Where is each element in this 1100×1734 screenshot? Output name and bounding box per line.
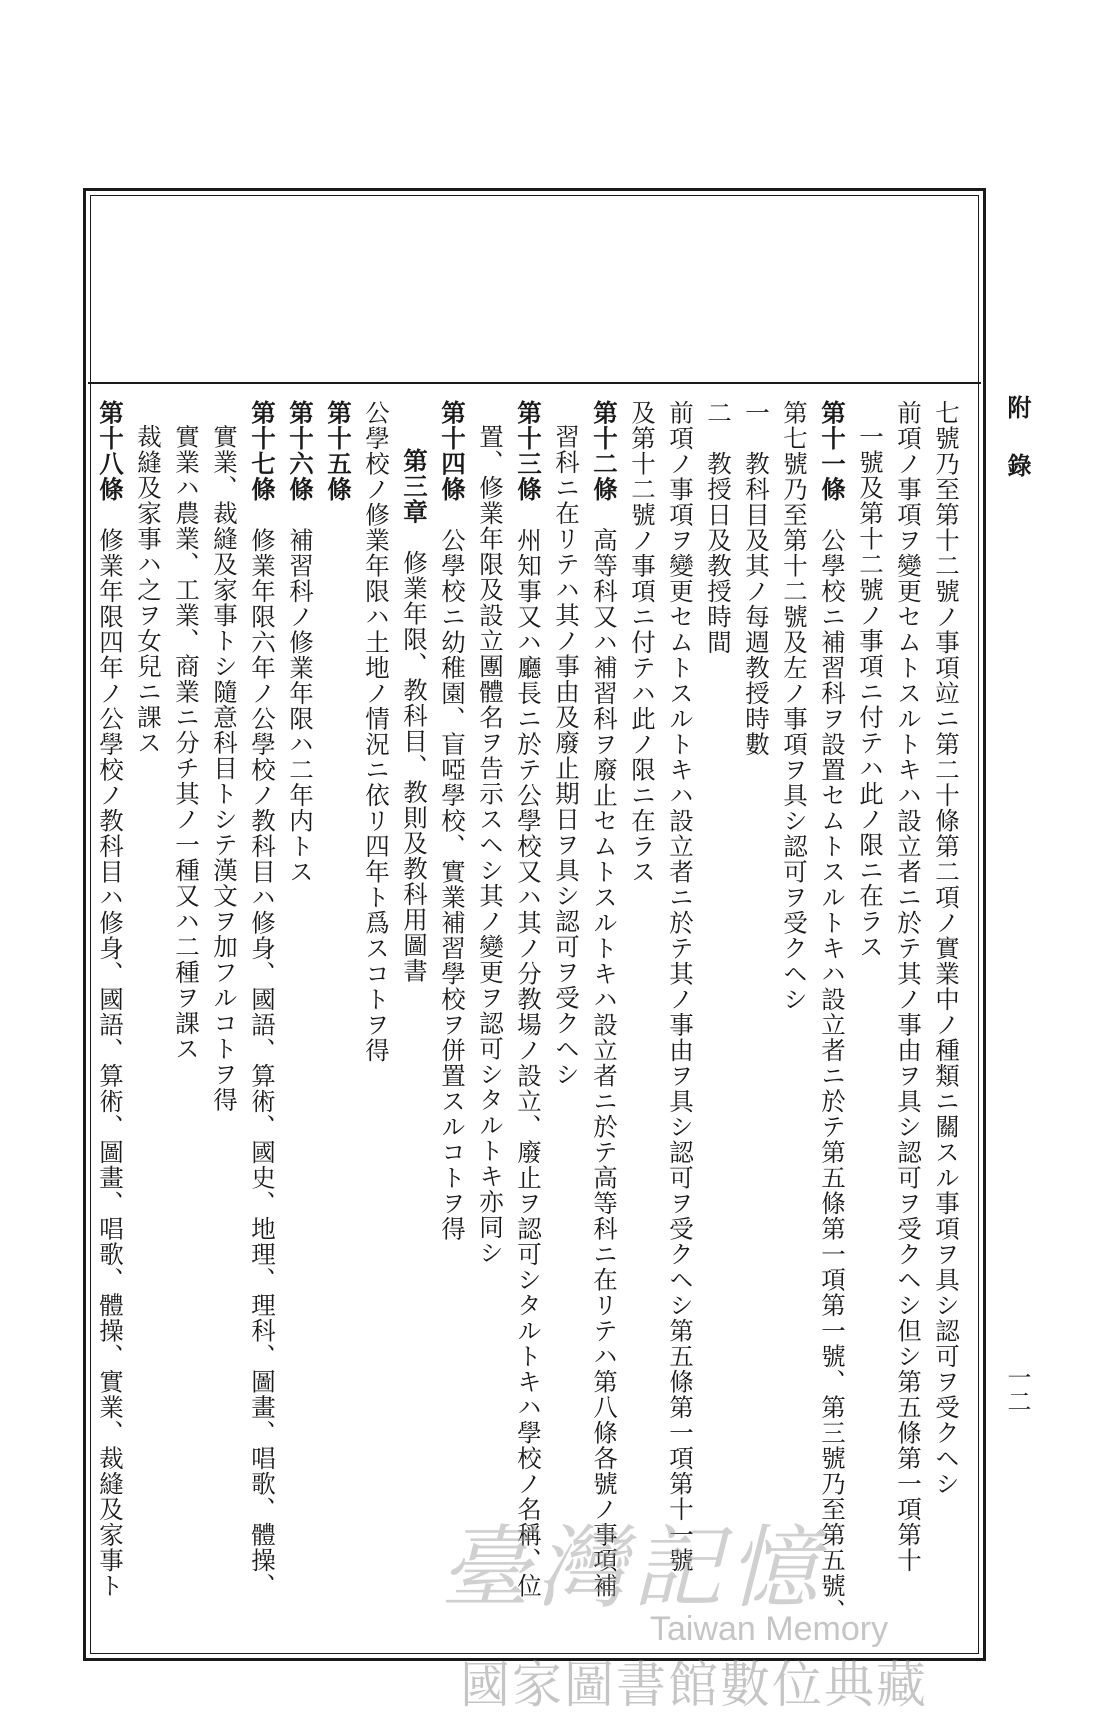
line-text: 及第十二號ノ事項ニ付テハ此ノ限ニ在ラス <box>628 400 657 885</box>
article-number: 第十一條 <box>818 400 847 502</box>
line-text: 置、修業年限及設立團體名ヲ告示スヘシ其ノ變更ヲ認可シタルトキ亦同シ <box>476 424 505 1266</box>
text-line <box>927 400 965 1650</box>
running-head: 附錄 <box>1003 395 1032 511</box>
line-text: 高等科又ハ補習科ヲ廢止セムトスルトキハ設立者ニ於テ高等科ニ在リテハ第八條各號ノ事項補 <box>590 527 619 1599</box>
text-line <box>813 400 851 1650</box>
text-line <box>889 400 927 1650</box>
article-number: 第十六條 <box>286 400 315 502</box>
line-text: 第七號乃至第十二號及左ノ事項ヲ具シ認可ヲ受クヘシ <box>780 400 809 1012</box>
text-line <box>851 400 889 1650</box>
chapter-heading: 第三章 <box>400 448 429 525</box>
text-line <box>205 400 243 1650</box>
text-line <box>623 400 661 1650</box>
line-text: 裁縫及家事ハ之ヲ女兒ニ課ス <box>134 424 163 756</box>
line-text: 公學校ニ補習科ヲ設置セムトスルトキハ設立者ニ於テ第五條第一項第一號、第三號乃至第五號、 <box>818 527 847 1624</box>
line-text: 前項ノ事項ヲ變更セムトスルトキハ設立者ニ於テ其ノ事由ヲ具シ認可ヲ受クヘシ但シ第五條第一項第十 <box>894 400 923 1573</box>
line-text: 習科ニ在リテハ其ノ事由及廢止期日ヲ具シ認可ヲ受クヘシ <box>552 424 581 1087</box>
article-number: 第十三條 <box>514 400 543 502</box>
article-number: 第十四條 <box>438 400 467 502</box>
text-line <box>661 400 699 1650</box>
line-text: 實業ハ農業、工業、商業ニ分チ其ノ一種又ハ二種ヲ課ス <box>172 424 201 1062</box>
text-line <box>95 400 129 1650</box>
watermark-english: Taiwan Memory <box>650 1610 889 1648</box>
line-text: 修業年限四年ノ公學校ノ教科目ハ修身、國語、算術、圖畫、唱歌、體操、實業、裁縫及家事ト <box>96 527 125 1599</box>
text-line <box>585 400 623 1650</box>
text-line <box>547 400 585 1650</box>
page-number: 一二 <box>1003 1365 1031 1413</box>
text-line <box>775 400 813 1650</box>
text-line <box>509 400 547 1650</box>
text-line <box>737 400 775 1650</box>
document-body <box>95 400 965 1650</box>
text-line <box>357 400 395 1650</box>
watermark-subtitle: 國家圖書館數位典藏 <box>460 1656 928 1714</box>
text-line <box>699 400 737 1650</box>
text-line <box>243 400 281 1650</box>
text-line <box>395 400 433 1650</box>
article-number: 第十二條 <box>590 400 619 502</box>
line-text: 修業年限、教科目、教則及教科用圖書 <box>400 550 429 984</box>
text-line <box>167 400 205 1650</box>
article-number: 第十五條 <box>324 400 353 502</box>
text-line <box>319 400 357 1650</box>
watermark-title: 臺灣記憶 <box>440 1516 824 1621</box>
line-text: 七號乃至第十二號ノ事項竝ニ第二十條第二項ノ實業中ノ種類ニ關スル事項ヲ具シ認可ヲ受クヘシ <box>932 400 961 1497</box>
line-text: 一號及第十二號ノ事項ニ付テハ此ノ限ニ在ラス <box>856 424 885 960</box>
line-text: 公學校ノ修業年限ハ土地ノ情況ニ依リ四年ト爲スコトヲ得 <box>362 400 391 1063</box>
text-line <box>281 400 319 1650</box>
article-number: 第十七條 <box>248 400 277 502</box>
text-line <box>129 400 167 1650</box>
line-text: 前項ノ事項ヲ變更セムトスルトキハ設立者ニ於テ其ノ事由ヲ具シ認可ヲ受クヘシ第五條第一項第十一號 <box>666 400 695 1573</box>
header-rule <box>88 382 981 384</box>
text-line <box>433 400 471 1650</box>
line-text: 二 教授日及教授時間 <box>704 400 733 655</box>
line-text: 公學校ニ幼稚園、盲啞學校、實業補習學校ヲ併置スルコトヲ得 <box>438 527 467 1242</box>
line-text: 補習科ノ修業年限ハ二年内トス <box>286 527 315 885</box>
line-text: 州知事又ハ廳長ニ於テ公學校又ハ其ノ分教場ノ設立、廢止ヲ認可シタルトキハ學校ノ名稱、位 <box>514 527 543 1599</box>
line-text: 一 教科目及其ノ每週教授時數 <box>742 400 771 757</box>
text-line <box>471 400 509 1650</box>
article-number: 第十八條 <box>96 400 125 502</box>
line-text: 修業年限六年ノ公學校ノ教科目ハ修身、國語、算術、國史、地理、理科、圖畫、唱歌、體操、 <box>248 527 277 1599</box>
line-text: 實業、裁縫及家事トシ隨意科目トシテ漢文ヲ加フルコトヲ得 <box>210 424 239 1113</box>
